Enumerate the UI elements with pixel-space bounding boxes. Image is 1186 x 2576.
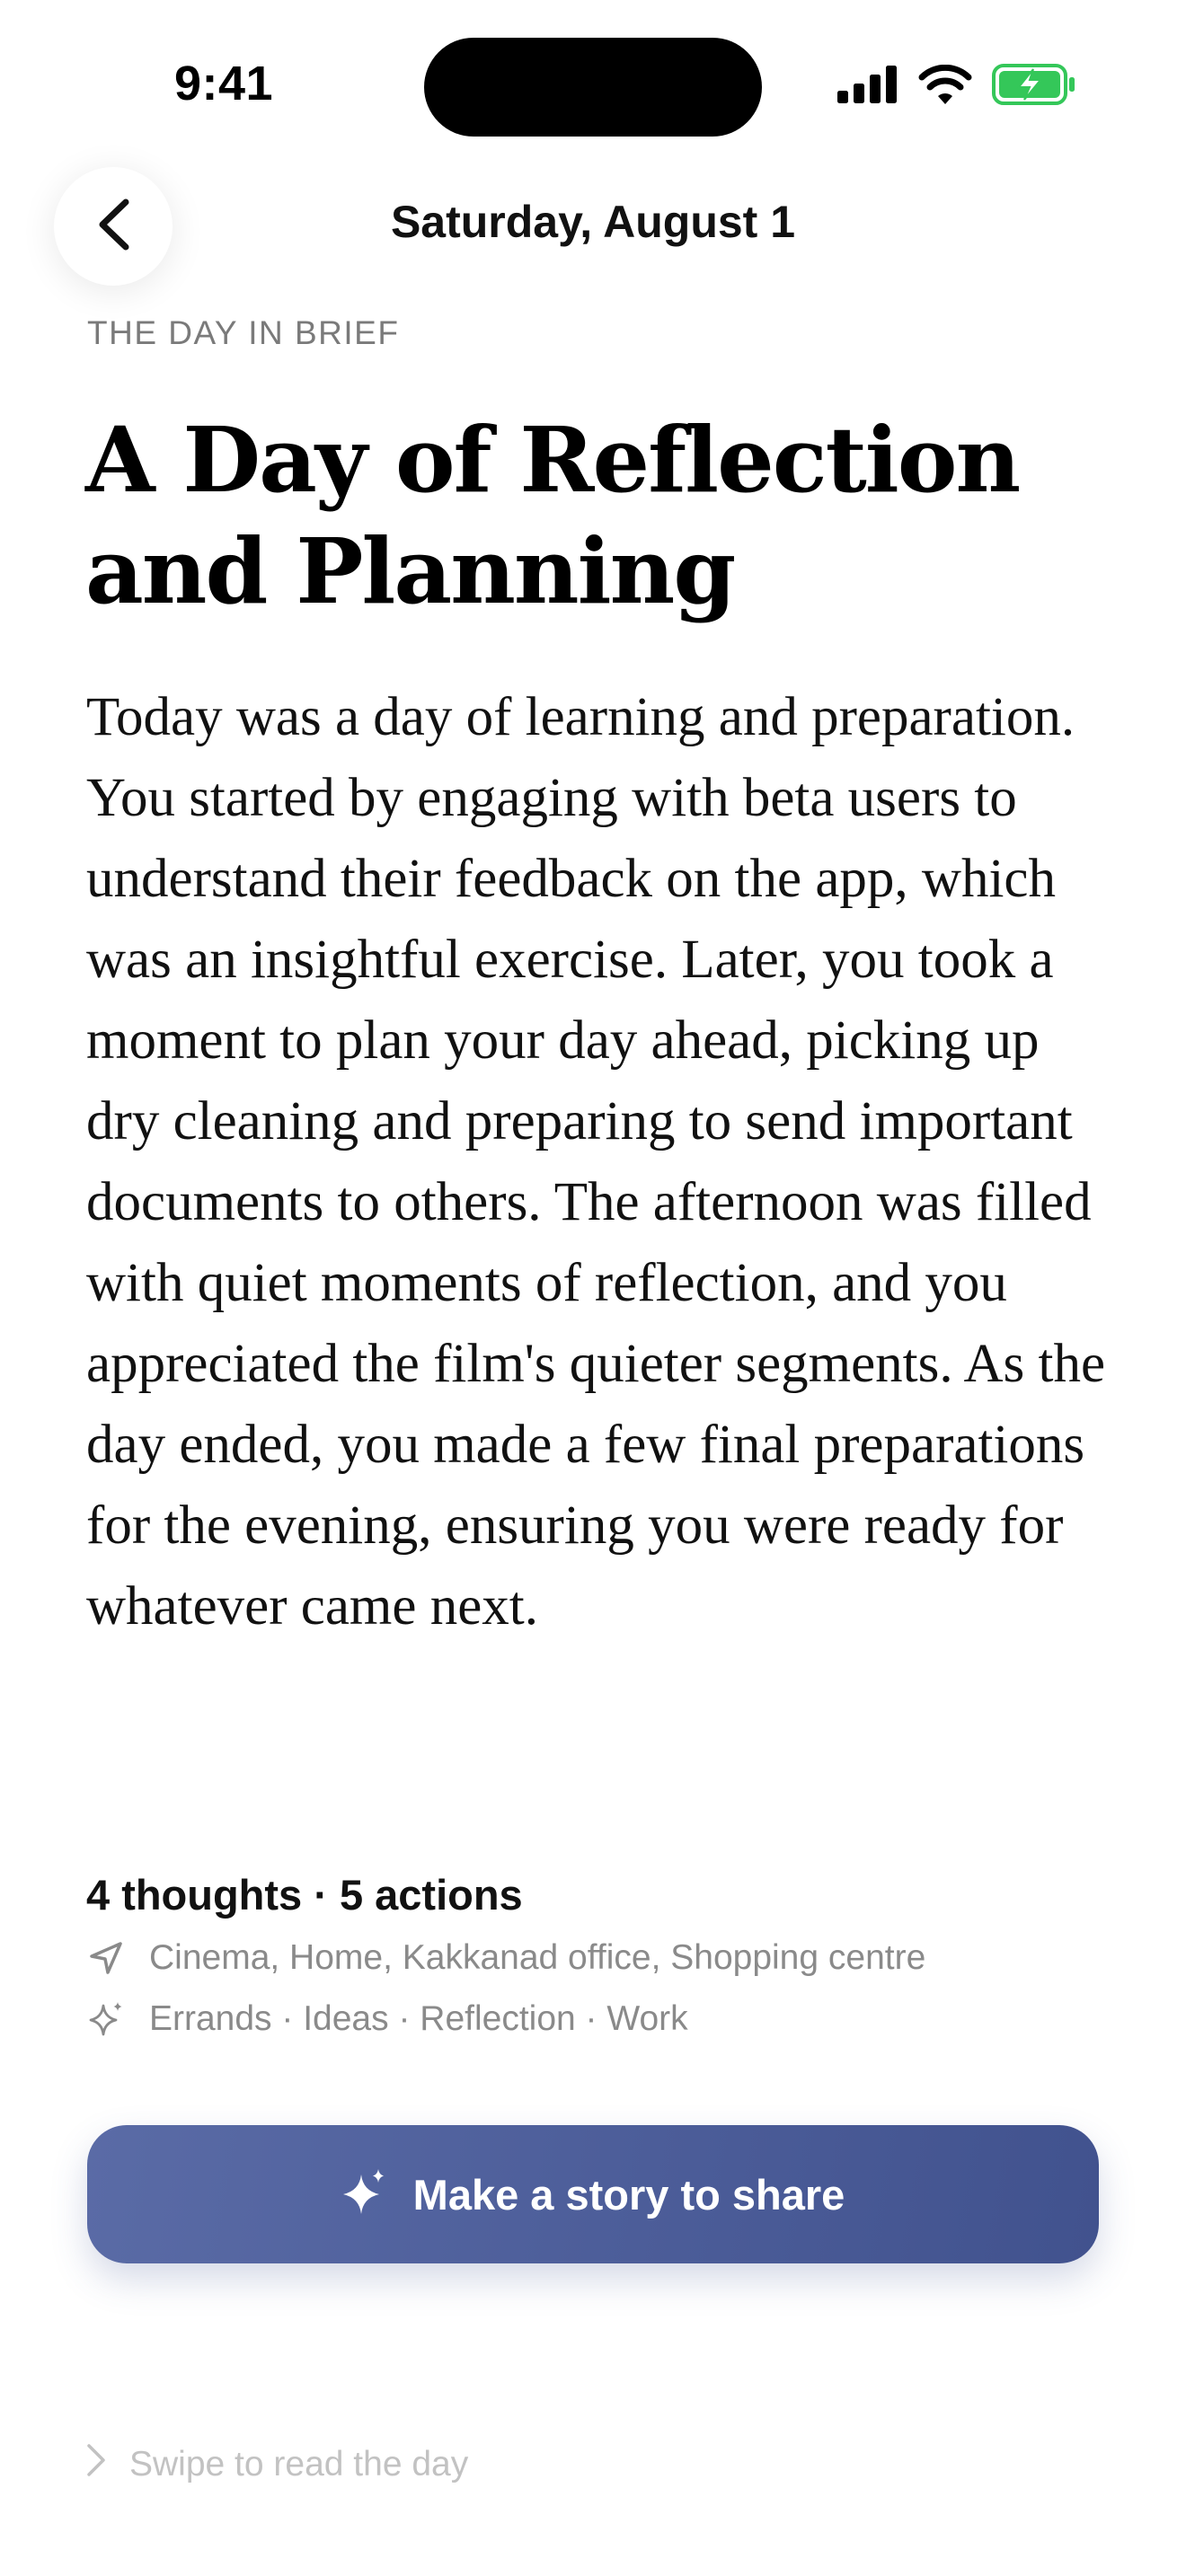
page-title-line-2: and Planning	[85, 518, 735, 624]
swipe-hint[interactable]	[86, 2443, 468, 2486]
day-summary: Today was a day of learning and preparation. You started by engaging with beta users to understand their feedback on the app, which was an insightful exercise. Later, you took a moment to plan your day ahead, picking up dry cleaning and preparing to send important documents to others. The afternoon was filled with quiet moments of reflection, and you appreciated the film's quieter segments. As the day ended, you made a few final preparations for the evening, ensuring you were ready for whatever came next.	[86, 687, 1106, 1636]
swipe-hint-label: Swipe to read the day	[129, 2445, 469, 2483]
section-eyebrow: THE DAY IN BRIEF	[87, 314, 400, 351]
page-title-line-1: A Day of Reflection	[85, 407, 1020, 513]
chevron-right-icon	[86, 2443, 106, 2486]
tags-list: Errands · Ideas · Reflection · Work	[149, 1999, 688, 2038]
thoughts-actions-count: 4 thoughts · 5 actions	[86, 1871, 523, 1919]
sparkles-icon	[86, 1999, 126, 2039]
places-row	[86, 1938, 925, 1978]
cellular-signal-icon	[837, 66, 898, 108]
location-arrow-icon	[86, 1938, 126, 1978]
tags-row	[86, 1999, 688, 2039]
sparkles-icon	[341, 2167, 388, 2222]
page-title	[85, 404, 1110, 627]
make-story-button[interactable]	[87, 2125, 1099, 2263]
make-story-button-label: Make a story to share	[412, 2170, 845, 2219]
dynamic-island	[424, 38, 762, 137]
status-time: 9:41	[174, 57, 274, 110]
places-list: Cinema, Home, Kakkanad office, Shopping centre	[149, 1938, 926, 1977]
wifi-icon	[918, 65, 972, 109]
battery-charging-icon	[992, 64, 1076, 110]
status-icons	[837, 63, 1076, 110]
header-date: Saturday, August 1	[390, 197, 796, 247]
